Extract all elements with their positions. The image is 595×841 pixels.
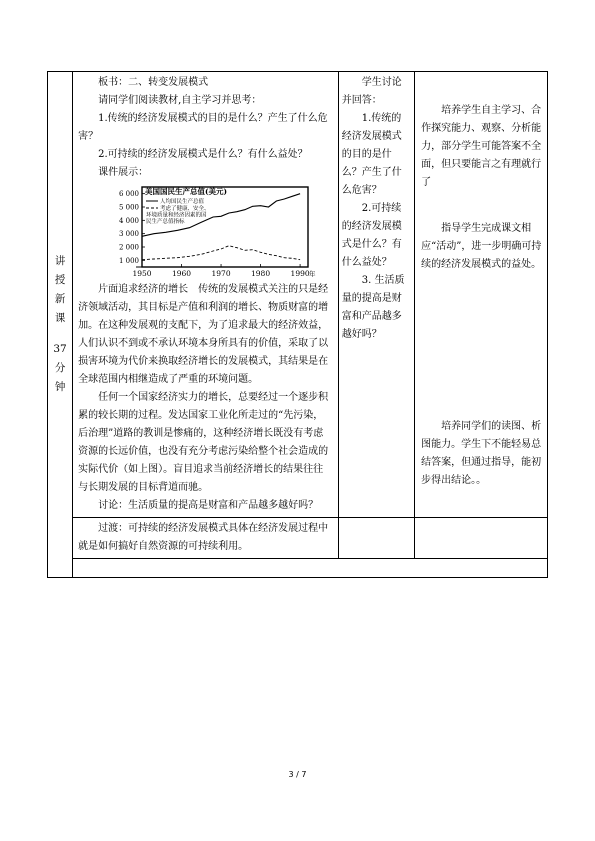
student-activity-cell: [338, 72, 414, 518]
y-tick-label-0: 1 000: [119, 256, 140, 265]
question-2: 2.可持续的经济发展模式是什么？有什么益处？: [98, 149, 308, 160]
duration-char-2: 钟: [54, 381, 66, 393]
intro-text: 请同学们阅读教材,自主学习并思考：: [98, 95, 262, 106]
student-header: 学生讨论并回答：: [341, 77, 402, 106]
x-tick-label-4: 1990: [290, 269, 310, 278]
lesson-table: [47, 71, 548, 578]
duration-char-1: 分: [54, 362, 66, 374]
main-row: [48, 72, 548, 518]
legend-label-1: [146, 204, 210, 225]
section-cell: [48, 72, 73, 578]
paragraph-2: 任何一个国家经济实力的增长，总要经过一个逐步积累的较长期的过程。发达国家工业化所走过的“先污染，后治理”道路的教训是惨痛的，这种经济增长既没有考虑资源的长远价值，也没有充分考虑污染给整个社会造成的实际代价（如上图）。盲目追求当前经济增长的结果往往与长期发展的目标背道而驰。: [78, 392, 329, 493]
design-intent-cell: [415, 72, 548, 518]
transition-text: 过渡：可持续的经济发展模式具体在经济发展过程中就是如何搞好自然资源的可持续利用。: [78, 523, 329, 552]
student-answer-3: 3. 生活质量的提高是财富和产品越多越好吗？: [341, 275, 405, 340]
courseware-label: 课件展示：: [98, 167, 149, 178]
goal-3: 培养同学们的读图、析图能力。学生下不能轻易总结答案，但通过指导，能初步得出结论。。: [421, 421, 542, 486]
x-unit-label: 年: [309, 270, 316, 278]
paragraph-1: 片面追求经济的增长 传统的发展模式关注的只是经济领域活动，其目标是产值和利润的增长、物质财富的增加。在这种发展观的支配下，为了追求最大的经济效益，人们认识不到或不承认环境本身所具有的价值，采取了以损害环境为代价来换取经济增长的发展模式，其结果是在全球范围内相继造成了严重的环境问题。: [78, 284, 329, 385]
section-char-1: 授: [54, 274, 66, 286]
goal-1: 培养学生自主学习、合作探究能力、观察、分析能力，部分学生可能答案不全面，但只要能言之有理就行了: [421, 105, 542, 188]
section-label: [48, 252, 72, 328]
section-char-2: 新: [54, 293, 66, 305]
board-heading: 板书：二、转变发展模式: [98, 77, 209, 88]
series-line-1: [142, 246, 300, 260]
y-tick-label-2: 3 000: [119, 230, 140, 239]
section-char-3: 课: [54, 312, 66, 324]
y-tick-label-3: 4 000: [119, 216, 140, 225]
duration-label: [48, 340, 72, 397]
y-tick-label-5: 6 000: [119, 190, 140, 199]
section-char-0: 讲: [54, 255, 66, 267]
legend-label-1-line-0: 考虑了健康、安全、: [160, 206, 210, 212]
teacher-activity-cell: [73, 72, 339, 518]
student-answer-2: 2.可持续的经济发展模式是什么？有什么益处？: [341, 203, 402, 268]
x-tick-label-0: 1950: [132, 269, 152, 278]
gnp-chart: [112, 183, 317, 279]
x-tick-label-1: 1960: [172, 269, 192, 278]
x-tick-label-2: 1970: [211, 269, 231, 278]
y-tick-label-4: 5 000: [119, 203, 140, 212]
duration-char-0: 37: [53, 343, 67, 355]
transition-cell: [73, 518, 339, 559]
goal-2: 指导学生完成课文相应“活动”，进一步明确可持续的经济发展模式的益处。: [421, 223, 542, 270]
transition-row: [48, 518, 548, 559]
transition-empty-4: [415, 518, 548, 559]
student-answer-1: 1.传统的经济发展模式的目的是什么？产生了什么危害？: [341, 113, 402, 196]
discussion-text: 讨论：生活质量的提高是财富和产品越多越好吗？: [98, 500, 319, 511]
empty-cell: [73, 559, 548, 578]
legend-label-1-line-2: 民生产总值指标: [146, 219, 185, 225]
page-number: 3 / 7: [288, 770, 307, 779]
question-1: 1.传统的经济发展模式的目的是什么？产生了什么危害？: [78, 113, 328, 142]
chart-title: 美国国民生产总值(美元): [145, 187, 228, 196]
x-tick-label-3: 1980: [251, 269, 271, 278]
y-tick-label-1: 2 000: [119, 243, 140, 252]
legend-label-1-line-1: 环境质量和经济因素的国: [146, 212, 207, 219]
transition-empty-3: [338, 518, 414, 559]
empty-row: [48, 559, 548, 578]
gnp-chart-svg: [112, 183, 317, 279]
legend-label-0: 人均国民生产总值: [160, 199, 205, 205]
